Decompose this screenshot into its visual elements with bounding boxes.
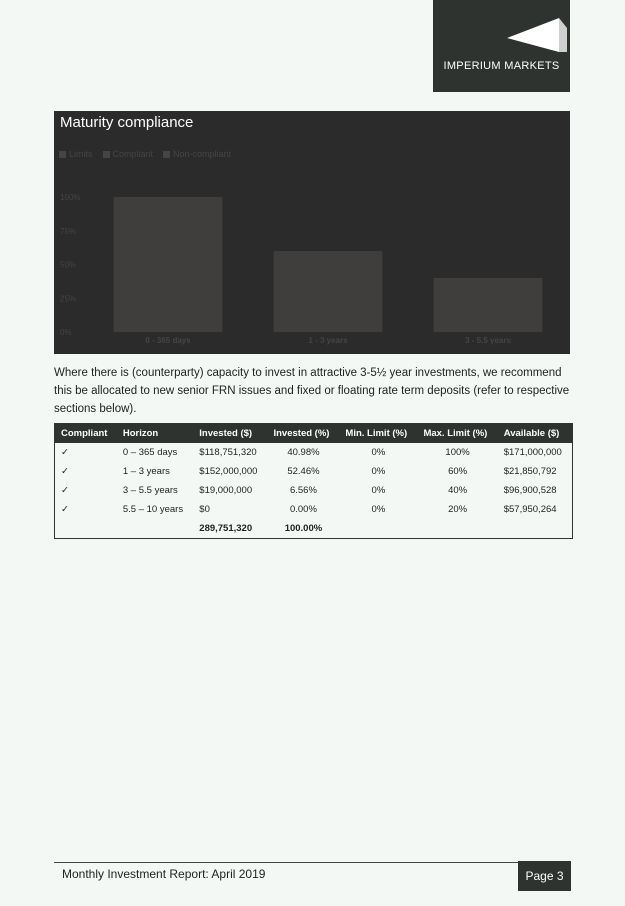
recommendation-paragraph: Where there is (counterparty) capacity to invest in attractive 3-5½ year investments, we recommend this be allocated to new senior FRN issues and fixed or floating rate term deposits (refer to respective sections below). [54,367,570,415]
legend-item-limits [59,149,93,159]
table-total-row [55,519,573,539]
y-tick-label: 25% [60,294,77,304]
legend-label: Non-compliant [173,149,232,159]
total-blank [417,519,497,539]
max-limit-cell: 60% [448,466,468,477]
x-category-label: 1 - 3 years [308,336,348,345]
imperium-logo [433,0,570,92]
col-horizon: Horizon [117,424,193,444]
table-header-row [55,424,573,444]
col-compliant: Compliant [55,424,117,444]
total-blank [117,519,193,539]
col-invested-percent: Invested (%) [267,424,339,444]
check-icon: ✓ [61,447,69,458]
legend-item-non-compliant [163,149,231,159]
invested-percent-cell: 6.56% [289,485,317,496]
invested-amount-cell: $19,000,000 [199,485,253,496]
legend-item-compliant [103,149,154,159]
legend-swatch [163,151,170,158]
invested-percent-cell: 0.00% [289,504,317,515]
chart-title: Maturity compliance [60,114,194,131]
col-available: Available ($) [498,424,573,444]
bar-0 [114,197,223,332]
x-category-label: 3 - 5.5 years [465,336,511,345]
total-invested-amount: 289,751,320 [199,523,253,534]
available-cell: $21,850,792 [503,466,557,477]
invested-amount-cell: $0 [199,504,210,515]
min-limit-cell: 0% [371,466,386,477]
y-tick-label: 100% [60,193,81,202]
y-tick-label: 50% [60,260,77,270]
table-row [55,481,573,500]
invested-percent-cell: 40.98% [287,447,320,458]
logo-mark-icon [433,0,570,60]
legend-swatch [59,151,66,158]
min-limit-cell: 0% [371,504,386,515]
check-icon: ✓ [61,466,69,477]
total-blank [339,519,417,539]
col-max-limit: Max. Limit (%) [417,424,497,444]
y-tick-label: 0% [60,328,72,337]
horizon-cell: 0 – 365 days [122,447,178,458]
total-blank [55,519,117,539]
table-row [55,462,573,481]
total-invested-percent: 100.00% [284,523,323,534]
y-tick-label: 75% [60,226,77,236]
logo-text: IMPERIUM MARKETS [443,60,560,72]
max-limit-cell: 20% [448,504,468,515]
legend-swatch [103,151,110,158]
col-min-limit: Min. Limit (%) [339,424,417,444]
table-row [55,500,573,519]
total-blank [498,519,573,539]
footer-report-title: Monthly Investment Report: April 2019 [62,867,266,881]
table-row [55,443,573,462]
horizon-cell: 1 – 3 years [122,466,170,477]
maturity-chart [54,111,570,354]
legend-label: Limits [69,149,93,159]
chart-canvas [54,111,570,354]
horizon-cell: 3 – 5.5 years [122,485,178,496]
available-cell: $171,000,000 [503,447,562,458]
footer-divider [54,862,518,863]
col-invested-amount: Invested ($) [193,424,267,444]
min-limit-cell: 0% [371,447,386,458]
bar-1 [274,251,383,332]
max-limit-cell: 40% [448,485,468,496]
invested-percent-cell: 52.46% [287,466,320,477]
available-cell: $57,950,264 [503,504,557,515]
check-icon: ✓ [61,485,69,496]
min-limit-cell: 0% [371,485,386,496]
bar-2 [434,278,543,332]
maturity-allocation-table [54,423,573,539]
max-limit-cell: 100% [445,447,470,458]
legend-label: Compliant [112,149,154,159]
available-cell: $96,900,528 [503,485,557,496]
chart-legend [59,149,231,159]
horizon-cell: 5.5 – 10 years [122,504,184,515]
check-icon: ✓ [61,504,69,515]
invested-amount-cell: $152,000,000 [199,466,258,477]
invested-amount-cell: $118,751,320 [199,447,257,458]
x-category-label: 0 - 365 days [145,336,191,345]
page-number-badge: Page 3 [518,861,571,891]
